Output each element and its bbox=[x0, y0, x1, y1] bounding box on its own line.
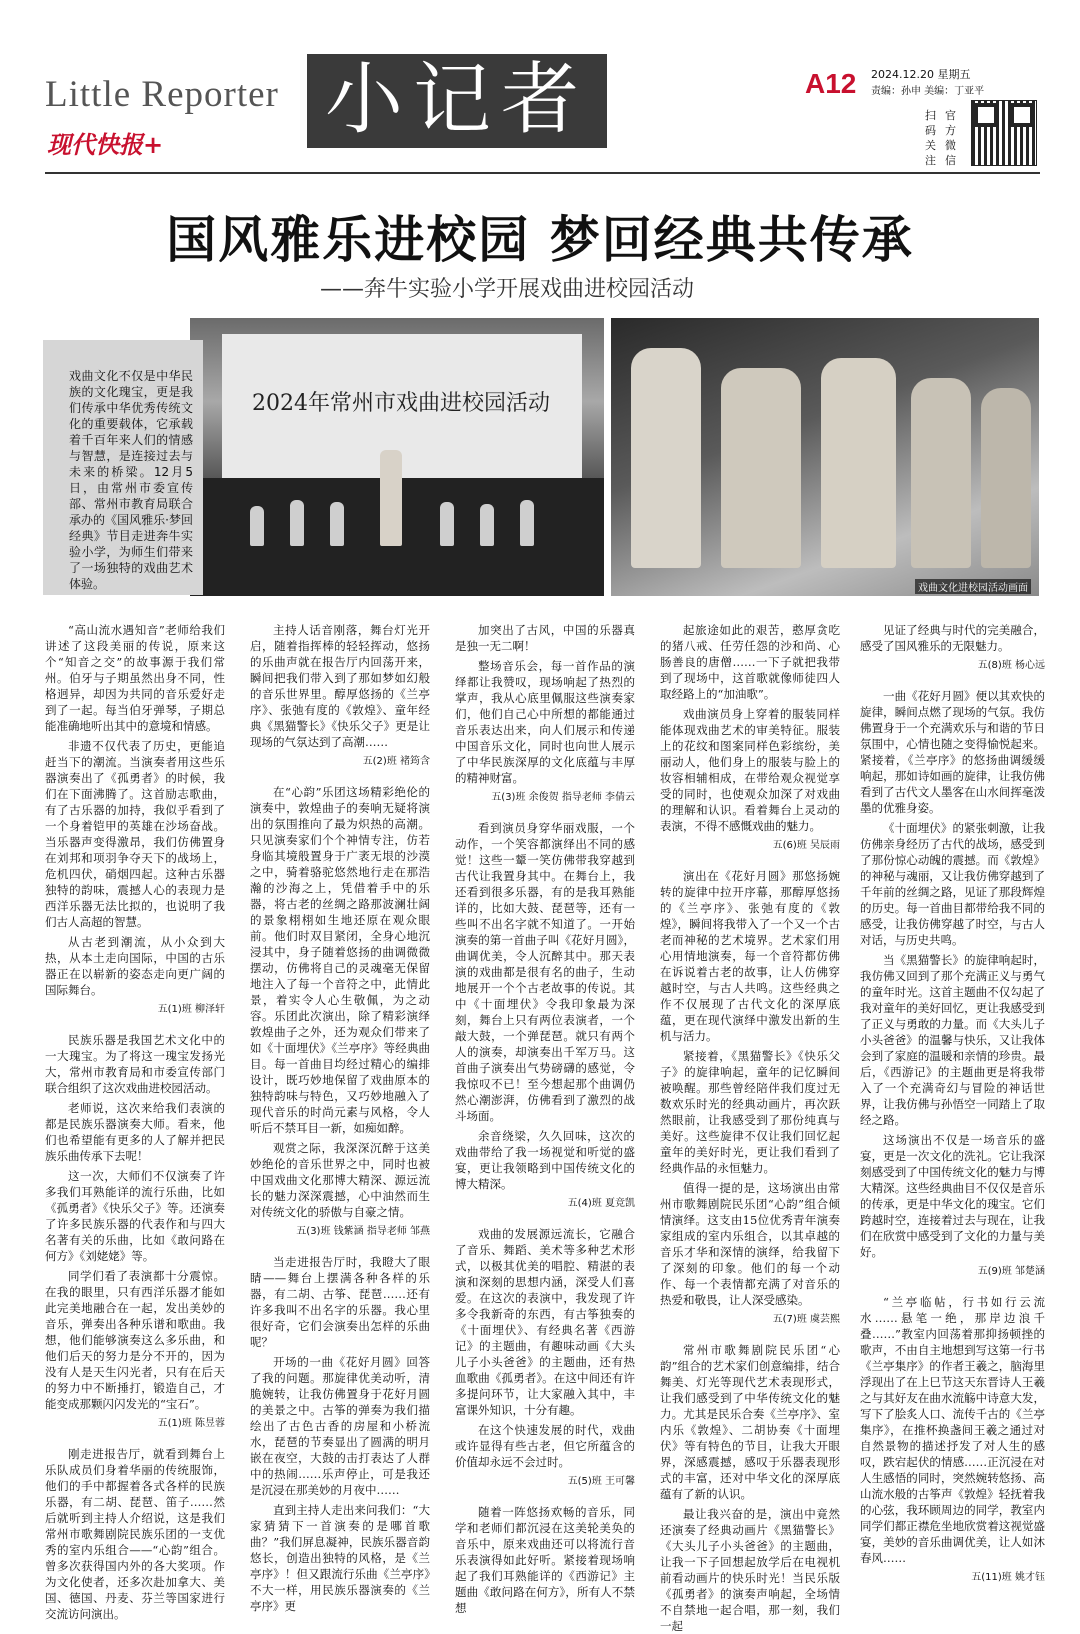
author-signature: 五(1)班 陈昱蓉 bbox=[157, 1418, 225, 1429]
performer-figure bbox=[520, 500, 534, 546]
paragraph: 这一次，大师们不仅演奏了许多我们耳熟能详的流行乐曲，比如《孤勇者》《快乐父子》等。还演奏了许多民族乐器的代表作和与四大名著有关的乐曲，比如《敢问路在何方》《刘姥姥》等。 bbox=[45, 1169, 225, 1263]
paragraph: 当《黑猫警长》的旋律响起时，我仿佛又回到了那个充满正义与勇气的童年时光。这首主题曲不仅勾起了我对童年的美好回忆，更让我感受到了正义与勇敢的力量。而《大头儿子小头爸爸》的温馨与快乐，又让我体会到了家庭的温暖和亲情的珍贵。最后，《西游记》的主题曲更是将我带入了一个充满奇幻与冒险的神话世界，让我仿佛与孙悟空一同踏上了取经之路。 bbox=[860, 953, 1045, 1127]
newspaper-logo bbox=[47, 125, 163, 160]
paragraph: 刚走进报告厅，就看到舞台上乐队成员们身着华丽的传统服饰，他们的手中都握着各式各样的民族乐器，有二胡、琵琶、笛子……然后就听到主持人介绍说，这是我们常州市歌舞剧院民族乐团的一支优秀的室内乐组合——“心韵”组合。曾多次获得国内外的各大奖项。作为文化使者，还多次赴加拿大、美国、德国、丹麦、芬兰等国家进行交流访问演出。 bbox=[45, 1447, 225, 1621]
paragraph: 戏曲演员身上穿着的服装同样能体现戏曲艺术的审美特征。服装上的花纹和图案同样色彩缤纷，美丽动人，他们身上的服装与脸上的妆容相辅相成，在带给观众视觉享受的同时，也使观众加深了对戏曲的理解和认识。看着舞台上灵动的表演，不得不感慨戏曲的魅力。 bbox=[660, 707, 840, 833]
paragraph: 老师说，这次来给我们表演的都是民族乐器演奏大师。看来，他们也希望能有更多的人了解并把民族乐曲传承下去呢！ bbox=[45, 1101, 225, 1163]
page-header bbox=[45, 50, 1045, 170]
paragraph: 《十面埋伏》的紧张刺激，让我仿佛亲身经历了古代的战场，感受到了那份惊心动魄的震撼。而《敦煌》的神秘与魂丽，又让我仿佛穿越到了千年前的丝绸之路，见证了那段辉煌的历史。每一首曲目都带给我不同的感受，让我仿佛穿越了时空，与古人对话，与历史共鸣。 bbox=[860, 821, 1045, 947]
author-signature: 五(9)班 邹楚涵 bbox=[977, 1266, 1045, 1277]
author-signature: 五(3)班 余俊贺 指导老师 李倩云 bbox=[491, 792, 635, 803]
paragraph: 在“心韵”乐团这场精彩绝伦的演奏中，敦煌曲子的奏响无疑将演出的氛围推向了最为炽热的高潮。只见演奏家们个个神情专注，仿若身临其境般置身于广袤无垠的沙漠之中，骑着骆驼悠然地行走在那浩瀚的沙海之上，凭借着手中的乐器，将古老的丝绸之路那波澜壮阔的景象栩栩如生地还原在观众眼前。他们时双目紧闭，全身心地沉浸其中，身子随着悠扬的曲调微微摆动，仿佛将自己的灵魂毫无保留地注入了每一个音符之中，此情此景，着实令人心生敬佩，为之动容。乐团此次演出，除了精彩演绎敦煌曲子之外，还为观众们带来了如《十面埋伏》《兰亭序》等经典曲目。每一首曲目均经过精心的编排设计，既巧妙地保留了戏曲原本的独特韵味与特色，又巧妙地融入了现代音乐的时尚元素与风格，令人听后不禁耳目一新，如痴如醉。 bbox=[250, 785, 430, 1135]
column-1 bbox=[45, 622, 225, 1621]
performer-figure bbox=[250, 506, 264, 546]
paragraph: 戏曲的发展源远流长，它融合了音乐、舞蹈、美术等多种艺术形式，以极其优美的唱腔、精湛的表演和深刻的思想内涵，深受人们喜爱。在这次的表演中，我发现了许多令我新奇的东西，有古筝独奏的《十面埋伏》、有经典名著《西游记》的主题曲，有趣味动画《大头儿子小头爸爸》的主题曲，还有热血歌曲《孤勇者》。在这中间还有许多提问环节，让大家融入其中，丰富课外知识，十分有趣。 bbox=[455, 1227, 635, 1417]
photo-caption: 戏曲文化进校园活动画面 bbox=[915, 579, 1031, 594]
column-4 bbox=[660, 622, 840, 1633]
projection-screen bbox=[222, 334, 582, 482]
musician-figure bbox=[821, 358, 896, 568]
scan-label: 扫码关注 bbox=[925, 109, 936, 167]
paragraph: 随着一阵悠扬欢畅的音乐，同学和老师们都沉浸在这美轮美奂的音乐中，原来戏曲还可以将流行音乐表演得如此好听。紧接着现场响起了我们耳熟能详的《西游记》主题曲《敢问路在何方》，所有人不禁想 bbox=[455, 1505, 635, 1615]
paragraph: 当走进报告厅时，我瞪大了眼睛——舞台上摆满各种各样的乐器，有二胡、古筝、琵琶……还有许多我叫不出名字的乐器。我心里很好奇，它们会演奏出怎样的乐曲呢？ bbox=[250, 1255, 430, 1349]
musicians-photo bbox=[611, 318, 1039, 596]
performer-figure bbox=[440, 502, 454, 546]
editor-credits: 责编：孙申 美编：丁亚平 bbox=[871, 86, 985, 97]
paragraph: 在这个快速发展的时代，戏曲或许显得有些古老，但它所蕴含的价值却永远不会过时。 bbox=[455, 1423, 635, 1469]
singer-figure bbox=[380, 450, 402, 546]
paragraph: 这场演出不仅是一场音乐的盛宴，更是一次文化的洗礼。它让我深刻感受到了中国传统文化的魅力与博大精深。这些经典曲目不仅仅是音乐的传承，更是中华文化的瑰宝。它们跨越时空，连接着过去与现在，让我们在欣赏中感受到了文化的力量与美好。 bbox=[860, 1133, 1045, 1259]
page-number: A12 bbox=[805, 68, 857, 99]
paragraph: 加突出了古风，中国的乐器真是独一无二啊！ bbox=[455, 623, 635, 653]
column-name-english: Little Reporter bbox=[45, 74, 279, 115]
article-columns bbox=[45, 622, 1045, 1633]
author-signature: 五(1)班 柳泽轩 bbox=[157, 1004, 225, 1015]
headline: 国风雅乐进校园 梦回经典共传承 bbox=[166, 211, 914, 269]
paragraph: 主持人话音刚落，舞台灯光开启，随着指挥棒的轻轻挥动，悠扬的乐曲声就在报告厅内回荡开来，瞬间把我们带入到了那如梦如幻般的音乐世界里。醇厚悠扬的《兰亭序》、张弛有度的《敦煌》、童年经典《黑猫警长》《快乐父子》更是让现场的气氛达到了高潮…… bbox=[250, 623, 430, 749]
paragraph: “高山流水遇知音”老师给我们讲述了这段美丽的传说，原来这个“知音之交”的故事源于我们常州。伯牙与子期虽然出身不同，性格迥异，却因为共同的音乐爱好走到了一起。每当伯牙弹琴，子期总能准确地听出其中的意境和情感。 bbox=[45, 623, 225, 733]
paragraph: 直到主持人走出来问我们：“大家猜猜下一首演奏的是哪首歌曲？”我们屏息凝神，民族乐器音韵悠长，创造出独特的风格，是《兰亭序》！但又跟流行乐曲《兰亭序》不大一样，用民族乐器演奏的《兰亭序》更 bbox=[250, 1503, 430, 1613]
author-signature: 五(2)班 褚筠含 bbox=[362, 756, 430, 767]
subheadline: ——奔牛实验小学开展戏曲进校园活动 bbox=[320, 277, 695, 302]
official-wechat-label: 官方微信 bbox=[945, 109, 956, 167]
paragraph: 起旅途如此的艰苦，憨厚贪吃的猪八戒、任劳任怨的沙和尚、心肠善良的唐僧……一下子就把我带到了现场中，这首歌就像师徒四人取经路上的“加油歌”。 bbox=[660, 623, 840, 701]
paragraph: 一曲《花好月圆》便以其欢快的旋律，瞬间点燃了现场的气氛。我仿佛置身于一个充满欢乐与和谐的节日氛围中，心情也随之变得愉悦起来。紧接着，《兰亭序》的悠扬曲调缓缓响起，那如诗如画的旋律，让我仿佛看到了古代文人墨客在山水间挥毫泼墨的优雅身姿。 bbox=[860, 689, 1045, 815]
paragraph: 见证了经典与时代的完美融合，感受了国风雅乐的无限魅力。 bbox=[860, 623, 1045, 653]
paragraph: “兰亭临帖，行书如行云流水……悬笔一绝，那岸边浪千叠……”教室内回荡着那抑扬顿挫的歌声，不由自主地想到写这第一行书《兰亭集序》的作者王羲之，脑海里浮现出了在上巳节这天东晋诗人王羲之与其好友在曲水流觞中诗意大发，写下了脍炙人口、流传千古的《兰亭集序》，在推杯换盏间王羲之通过对自然景物的描述抒发了对人生的感叹，跌宕起伏的情感……正沉浸在对人生感悟的同时，突然婉转悠扬、高山流水般的古筝声《敦煌》轻抚着我的心弦，我环顾周边的同学，教室内同学们都正襟危坐地欣赏着这视觉盛宴，美妙的音乐曲调优美，让人如沐春风…… bbox=[860, 1295, 1045, 1565]
paragraph: 常州市歌舞剧院民乐团“心韵”组合的艺术家们创意编排，结合舞美、灯光等现代艺术表现形式，让我们感受到了中华传统文化的魅力。尤其是民乐合奏《兰亭序》、室内乐《敦煌》、二胡协奏《十面埋伏》等有特色的节目，让我大开眼界，深感震撼，感叹于乐器表现形式的丰富，还对中华文化的深厚底蕴有了新的认识。 bbox=[660, 1343, 840, 1501]
paragraph: 看到演员身穿华丽戏服，一个动作，一个笑容都演绎出不同的感觉！这些一颦一笑仿佛带我穿越到古代让我置身其中。在舞台上，我还看到很多乐器，有的是我耳熟能详的，比如大鼓、琵琶等，还有一些叫不出名字就不知道了。一开始演奏的第一首曲子叫《花好月圆》，曲调优美，令人沉醉其中。那天表演的戏曲都是很有名的曲子，生动地展开一个个古老故事的传说。其中《十面埋伏》令我印象最为深刻，舞台上只有两位表演者，一个敲大鼓，一个弹琵琶。就只有两个人的演奏，却演奏出千军万马。这首曲子演奏出气势磅礴的感觉，令我惊叹不已！至今想起那个曲调仍然心潮澎湃，仿佛看到了激烈的战斗场面。 bbox=[455, 821, 635, 1123]
author-signature: 五(8)班 杨心远 bbox=[977, 660, 1045, 671]
performer-figure bbox=[330, 502, 344, 546]
paragraph: 最让我兴奋的是，演出中竟然还演奏了经典动画片《黑猫警长》《大头儿子小头爸爸》的主题曲，让我一下子回想起放学后在电视机前看动画片的快乐时光！当民乐版《孤勇者》的演奏声响起，全场情不自禁地一起合唱，那一刻，我们一起 bbox=[660, 1507, 840, 1633]
musician-figure bbox=[631, 348, 701, 568]
column-2 bbox=[250, 622, 430, 1613]
header-divider bbox=[45, 172, 1040, 174]
lede-box: 戏曲文化不仅是中华民族的文化瑰宝，更是我们传承中华优秀传统文化的重要载体，它承载着千百年来人们的情感与智慧，是连接过去与未来的桥梁。12月5日，由常州市委宣传部、常州市教育局联合承办的《国风雅乐·梦回经典》节目走进奔牛实验小学，为师生们带来了一场独特的戏曲艺术体验。 bbox=[43, 340, 203, 595]
screen-title: 2024年常州市戏曲进校园活动 bbox=[252, 391, 550, 416]
author-signature: 五(3)班 钱紫涵 指导老师 邹燕 bbox=[296, 1226, 430, 1237]
paragraph: 非遗不仅代表了历史，更能追赶当下的潮流。当演奏者用这些乐器演奏出了《孤勇者》的时候，我们在下面沸腾了。这首励志歌曲，有了古乐器的加持，我似乎看到了一个身着铠甲的英雄在沙场奋战。当乐器声变得激昂，我们仿佛置身在刘邦和项羽争夺天下的战场上，危机四伏，硝烟四起。这种古乐器独特的韵味，震撼人心的表现力是西洋乐器无法比拟的，也说明了我们古人高超的智慧。 bbox=[45, 739, 225, 929]
paragraph: 值得一提的是，这场演出由常州市歌舞剧院民乐团“心韵”组合倾情演绎。这支由15位优秀青年演奏家组成的室内乐组合，以其卓越的音乐才华和深情的演绎，给我留下了深刻的印象。他们的每一个动作、每一个表情都充满了对音乐的热爱和敬畏，让人深受感染。 bbox=[660, 1181, 840, 1307]
performer-figure bbox=[480, 504, 494, 546]
author-signature: 五(4)班 夏竞凯 bbox=[567, 1198, 635, 1209]
author-signature: 五(6)班 吴辰雨 bbox=[772, 840, 840, 851]
musician-figure bbox=[981, 388, 1031, 568]
paragraph: 观赏之际，我深深沉醉于这美妙绝伦的音乐世界之中，同时也被中国戏曲文化那博大精深、源远流长的魅力深深震撼，心中油然而生对传统文化的骄傲与自豪之情。 bbox=[250, 1141, 430, 1219]
paragraph: 余音绕梁，久久回味，这次的戏曲带给了我一场视觉和听觉的盛宴，更让我领略到中国传统文化的博大精深。 bbox=[455, 1129, 635, 1191]
paragraph: 同学们看了表演都十分震惊。在我的眼里，只有西洋乐器才能如此完美地融合在一起，发出美妙的音乐，弹奏出各种乐谱和歌曲。我想，他们能够演奏这么多乐曲，和他们后天的努力是分不开的，因为没有人是天生闪光者，只有在后天的努力中不断捶打，锻造自己，才能变成那颗闪闪发光的“宝石”。 bbox=[45, 1269, 225, 1411]
brand-plus: + bbox=[143, 130, 164, 159]
author-signature: 五(7)班 虞芸熙 bbox=[772, 1314, 840, 1325]
brand-name: 现代快报 bbox=[47, 130, 143, 159]
issue-date: 2024.12.20 星期五 bbox=[871, 68, 971, 81]
column-3 bbox=[455, 622, 635, 1615]
paragraph: 紧接着，《黑猫警长》《快乐父子》的旋律响起，童年的记忆瞬间被唤醒。那些曾经陪伴我们度过无数欢乐时光的经典动画片，再次跃然眼前，让我感受到了那份纯真与美好。这些旋律不仅让我们回忆起童年的美好时光，更让我们看到了经典作品的永恒魅力。 bbox=[660, 1049, 840, 1175]
paragraph: 演出在《花好月圆》那悠扬婉转的旋律中拉开序幕，那醇厚悠扬的《兰亭序》、张弛有度的《敦煌》，瞬间将我带入了一个又一个古老而神秘的艺术境界。艺术家们用心用情地演奏，每一个音符都仿佛在诉说着古老的故事，让人仿佛穿越时空，与古人共鸣。这些经典之作不仅展现了古代文化的深厚底蕴，更在现代演绎中激发出新的生机与活力。 bbox=[660, 869, 840, 1043]
author-signature: 五(11)班 姚才钰 bbox=[971, 1572, 1045, 1583]
paragraph: 整场音乐会，每一首作品的演绎都让我赞叹，现场响起了热烈的掌声，我从心底里佩服这些演奏家们，他们自己心中所想的都能通过音乐表达出来，向人们展示和传递中国音乐文化，同时也向世人展示了中华民族深厚的文化底蕴与丰厚的精神财富。 bbox=[455, 659, 635, 785]
paragraph: 民族乐器是我国艺术文化中的一大瑰宝。为了将这一瑰宝发扬光大，常州市教育局和市委宣传部门联合组织了这次戏曲进校园活动。 bbox=[45, 1033, 225, 1095]
musician-figure bbox=[721, 368, 801, 568]
section-title: 小记者 bbox=[307, 54, 607, 148]
musician-figure bbox=[911, 378, 971, 568]
stage-photo bbox=[190, 318, 604, 596]
author-signature: 五(5)班 王可馨 bbox=[567, 1476, 635, 1487]
qr-code-icon[interactable] bbox=[971, 100, 1037, 166]
paragraph: 从古老到潮流，从小众到大热，从本土走向国际，中国的古乐器正在以崭新的姿态走向更广阔的国际舞台。 bbox=[45, 935, 225, 997]
column-5 bbox=[860, 622, 1045, 1583]
paragraph: 开场的一曲《花好月圆》回答了我的问题。那旋律优美动听，清脆婉转，让我仿佛置身于花好月圆的美景之中。古筝的弹奏为我们描绘出了古色古香的房屋和小桥流水，琵琶的节奏显出了圆满的明月嵌在夜空，大鼓的击打表达了人群中的热闹……乐声停止，可是我还是沉浸在那美妙的月夜中…… bbox=[250, 1355, 430, 1497]
performer-figure bbox=[290, 500, 304, 546]
